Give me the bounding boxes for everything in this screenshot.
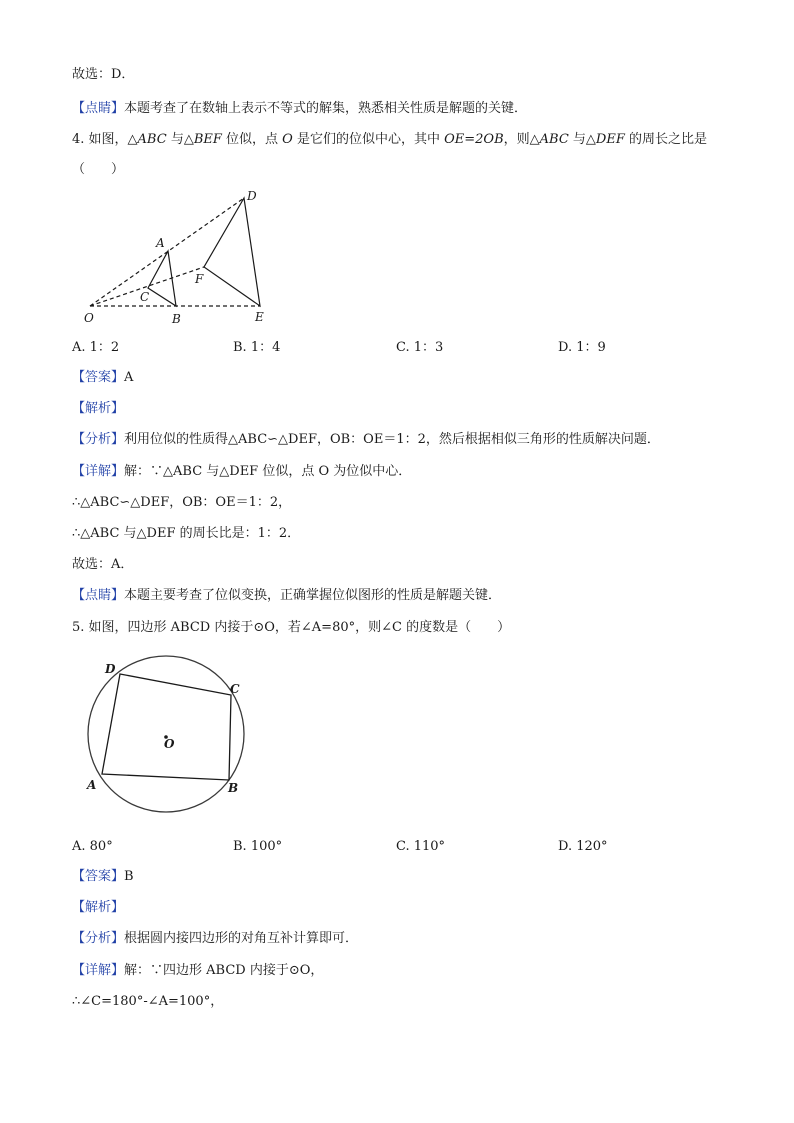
q5-analysis-tag <box>72 899 124 917</box>
label-a: A <box>156 236 165 250</box>
q4-option-b: B. 1：4 <box>233 340 281 355</box>
label-d: D <box>105 662 116 676</box>
label-o: O <box>164 737 175 751</box>
q4-stem-part: DEF <box>595 132 625 147</box>
circle-o <box>88 656 244 812</box>
q5-option-c: C. 110° <box>396 839 446 854</box>
answer-tag: 【答案】 <box>72 869 125 884</box>
q5-option-d: D. 120° <box>558 839 608 854</box>
q4-stem-part: 与△ <box>166 132 194 147</box>
q4-option-c: C. 1：3 <box>396 340 444 355</box>
label-c: C <box>230 682 240 696</box>
label-c: C <box>140 290 150 304</box>
q4-stem-part: ABC <box>539 132 569 147</box>
q4-stem-part: 4. 如图，△ <box>72 132 138 147</box>
prev-choice: 故选：D． <box>72 67 135 82</box>
label-b: B <box>228 781 239 795</box>
prev-comment <box>72 100 527 118</box>
q4-stem <box>72 131 707 149</box>
q5-fenxi <box>72 930 358 948</box>
q4-stem-part: ABC <box>137 132 167 147</box>
triangle-def <box>204 198 260 306</box>
q5-step1: ∴∠C=180°-∠A=100°， <box>72 994 224 1009</box>
q4-analysis-tag <box>72 400 124 418</box>
xiangjie-text: 解：∵四边形 ABCD 内接于⊙O， <box>124 963 324 978</box>
xiangjie-tag: 【详解】 <box>72 963 125 978</box>
q4-option-d: D. 1：9 <box>558 340 606 355</box>
q5-answer <box>72 868 134 886</box>
label-o: O <box>84 311 94 325</box>
q4-step2: ∴△ABC 与△DEF 的周长比是：1：2． <box>72 526 301 541</box>
q5-option-a: A. 80° <box>72 839 113 854</box>
analysis-tag: 【解析】 <box>72 900 125 915</box>
xiangjie-tag: 【详解】 <box>72 464 125 479</box>
q4-stem-part: BEF <box>193 132 222 147</box>
q4-stem-part: O <box>282 132 293 147</box>
fenxi-text: 根据圆内接四边形的对角互补计算即可． <box>124 931 359 946</box>
q4-comment <box>72 587 501 605</box>
q4-blank: （ ） <box>72 162 125 177</box>
analysis-tag: 【解析】 <box>72 401 125 416</box>
label-d: D <box>247 189 257 203</box>
answer-value: B <box>124 869 134 884</box>
q4-fenxi <box>72 431 660 449</box>
label-b: B <box>172 312 181 326</box>
q5-figure <box>80 650 260 815</box>
comment-tag: 【点睛】 <box>72 101 125 116</box>
triangle-abc <box>148 251 176 306</box>
q4-stem-part: OE=2OB <box>444 132 504 147</box>
comment-text: 本题主要考查了位似变换，正确掌握位似图形的性质是解题关键． <box>124 588 502 603</box>
q4-stem-part: 是它们的位似中心，其中 <box>292 132 445 147</box>
q5-stem: 5. 如图，四边形 ABCD 内接于⊙O，若∠A=80°，则∠C 的度数是（ ） <box>72 620 511 635</box>
fenxi-tag: 【分析】 <box>72 931 125 946</box>
xiangjie-text: 解：∵△ABC 与△DEF 位似，点 O 为位似中心． <box>124 464 412 479</box>
q4-stem-part: ，则△ <box>503 132 540 147</box>
q4-step1: ∴△ABC∽△DEF，OB：OE＝1：2， <box>72 495 292 510</box>
q4-xiangjie <box>72 463 411 481</box>
q4-option-a: A. 1：2 <box>72 340 120 355</box>
answer-tag: 【答案】 <box>72 370 125 385</box>
fenxi-tag: 【分析】 <box>72 432 125 447</box>
label-a: A <box>87 778 97 792</box>
q4-stem-part: 与△ <box>568 132 596 147</box>
q5-xiangjie <box>72 962 323 980</box>
q5-option-b: B. 100° <box>233 839 283 854</box>
quadrilateral-abcd <box>102 674 231 780</box>
q4-choice: 故选：A． <box>72 557 134 572</box>
label-e: E <box>255 310 264 324</box>
q4-figure <box>80 185 280 330</box>
q4-stem-part: 的周长之比是 <box>624 132 707 147</box>
answer-value: A <box>124 370 134 385</box>
comment-text: 本题考查了在数轴上表示不等式的解集，熟悉相关性质是解题的关键． <box>124 101 528 116</box>
fenxi-text: 利用位似的性质得△ABC∽△DEF，OB：OE＝1：2，然后根据相似三角形的性质解决问题． <box>124 432 660 447</box>
q4-answer <box>72 369 133 387</box>
q4-stem-part: 位似，点 <box>221 132 283 147</box>
comment-tag: 【点睛】 <box>72 588 125 603</box>
label-f: F <box>195 272 204 286</box>
